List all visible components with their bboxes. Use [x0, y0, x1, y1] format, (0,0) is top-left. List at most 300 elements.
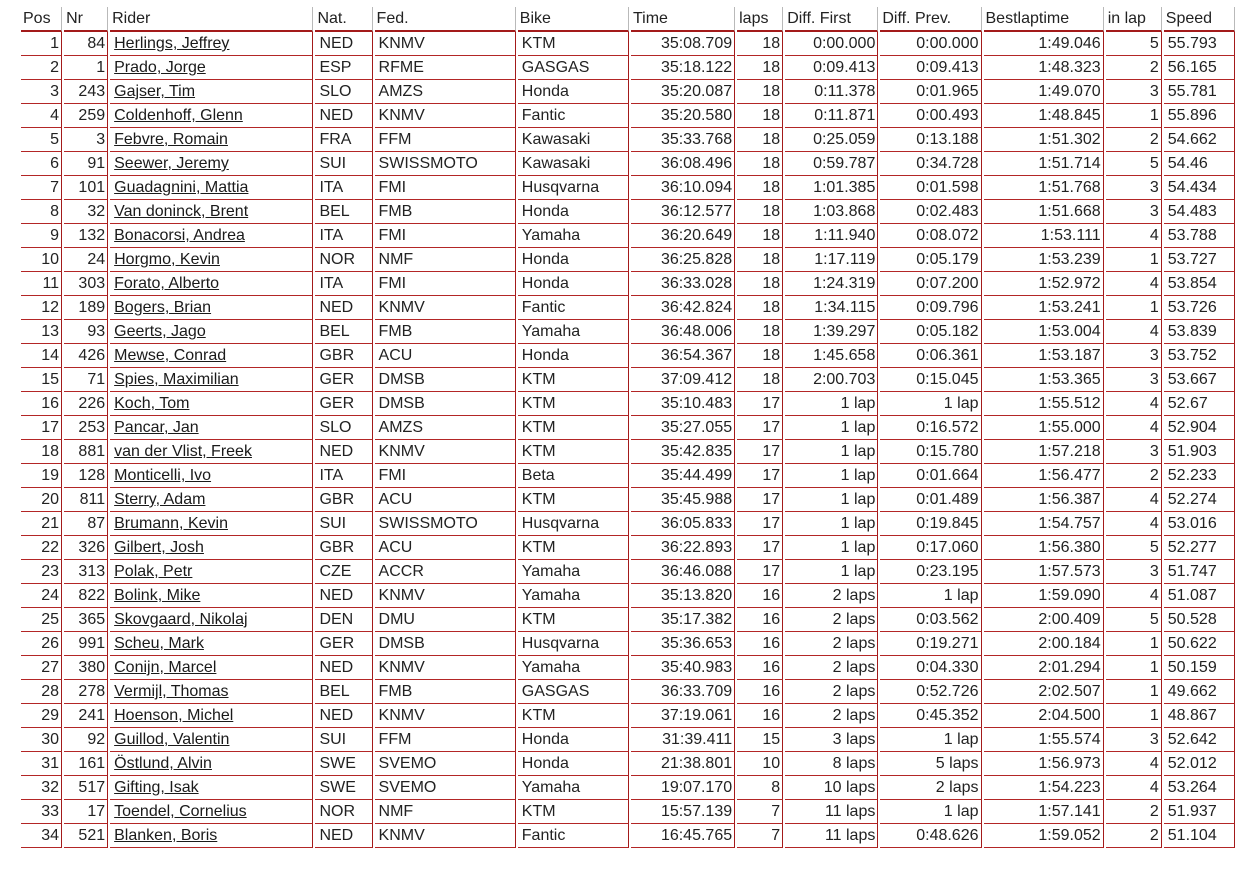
- cell-diff-first: 1 lap: [785, 512, 878, 536]
- table-row: [21, 368, 1235, 392]
- cell-in-lap: 4: [1106, 752, 1162, 776]
- cell-fed: DMSB: [375, 392, 516, 416]
- cell-in-lap: 5: [1106, 536, 1162, 560]
- cell-rider: [110, 560, 313, 584]
- rider-link[interactable]: Guillod, Valentin: [114, 731, 230, 748]
- cell-in-lap: 4: [1106, 272, 1162, 296]
- cell-fed: FMB: [375, 200, 516, 224]
- table-row: [21, 176, 1235, 200]
- cell-pos: 3: [21, 80, 62, 104]
- column-header-fed: Fed.: [375, 7, 516, 32]
- cell-diff-prev: 0:04.330: [880, 656, 981, 680]
- cell-speed: 54.434: [1164, 176, 1235, 200]
- cell-in-lap: 2: [1106, 464, 1162, 488]
- cell-time: 36:33.709: [631, 680, 735, 704]
- rider-link[interactable]: Östlund, Alvin: [114, 755, 212, 772]
- cell-fed: FMI: [375, 176, 516, 200]
- cell-diff-first: 2 laps: [785, 584, 878, 608]
- cell-nr: 991: [64, 632, 108, 656]
- rider-link[interactable]: Toendel, Cornelius: [114, 803, 247, 820]
- cell-in-lap: 5: [1106, 608, 1162, 632]
- cell-pos: 4: [21, 104, 62, 128]
- table-row: [21, 320, 1235, 344]
- cell-bestlaptime: 1:53.241: [984, 296, 1104, 320]
- cell-bestlaptime: 1:51.668: [984, 200, 1104, 224]
- rider-link[interactable]: Prado, Jorge: [114, 59, 206, 76]
- rider-link[interactable]: Polak, Petr: [114, 563, 193, 580]
- cell-nat: SUI: [315, 512, 372, 536]
- cell-laps: 17: [737, 512, 783, 536]
- cell-diff-prev: 0:05.179: [880, 248, 981, 272]
- cell-speed: 52.642: [1164, 728, 1235, 752]
- cell-rider: [110, 704, 313, 728]
- cell-speed: 52.274: [1164, 488, 1235, 512]
- cell-diff-first: 1:24.319: [785, 272, 878, 296]
- cell-diff-prev: 0:07.200: [880, 272, 981, 296]
- cell-rider: [110, 656, 313, 680]
- cell-in-lap: 1: [1106, 632, 1162, 656]
- rider-link[interactable]: Spies, Maximilian: [114, 371, 239, 388]
- cell-bestlaptime: 1:57.141: [984, 800, 1104, 824]
- rider-link[interactable]: Guadagnini, Mattia: [114, 179, 249, 196]
- cell-laps: 18: [737, 224, 783, 248]
- table-row: [21, 464, 1235, 488]
- cell-bike: Honda: [518, 752, 629, 776]
- cell-pos: 21: [21, 512, 62, 536]
- cell-time: 36:46.088: [631, 560, 735, 584]
- cell-fed: NMF: [375, 248, 516, 272]
- cell-nr: 326: [64, 536, 108, 560]
- cell-pos: 24: [21, 584, 62, 608]
- cell-nat: NED: [315, 824, 372, 848]
- rider-link[interactable]: Conijn, Marcel: [114, 659, 217, 676]
- cell-in-lap: 3: [1106, 368, 1162, 392]
- cell-bike: Yamaha: [518, 560, 629, 584]
- rider-link[interactable]: Gilbert, Josh: [114, 539, 204, 556]
- cell-nat: BEL: [315, 320, 372, 344]
- cell-pos: 18: [21, 440, 62, 464]
- cell-diff-prev: 0:01.965: [880, 80, 981, 104]
- cell-laps: 10: [737, 752, 783, 776]
- cell-nr: 101: [64, 176, 108, 200]
- rider-link[interactable]: Monticelli, Ivo: [114, 467, 212, 484]
- cell-diff-first: 1:34.115: [785, 296, 878, 320]
- rider-link[interactable]: Hoenson, Michel: [114, 707, 234, 724]
- cell-nat: NED: [315, 584, 372, 608]
- rider-link[interactable]: Seewer, Jeremy: [114, 155, 229, 172]
- cell-nr: 521: [64, 824, 108, 848]
- cell-fed: AMZS: [375, 80, 516, 104]
- cell-bestlaptime: 1:51.768: [984, 176, 1104, 200]
- table-row: [21, 560, 1235, 584]
- cell-fed: RFME: [375, 56, 516, 80]
- cell-diff-first: 1 lap: [785, 536, 878, 560]
- cell-pos: 25: [21, 608, 62, 632]
- rider-link[interactable]: Coldenhoff, Glenn: [114, 107, 243, 124]
- cell-speed: 52.277: [1164, 536, 1235, 560]
- cell-diff-first: 1 lap: [785, 488, 878, 512]
- cell-fed: SVEMO: [375, 776, 516, 800]
- rider-link[interactable]: Forato, Alberto: [114, 275, 220, 292]
- cell-bestlaptime: 1:54.757: [984, 512, 1104, 536]
- rider-link[interactable]: Gajser, Tim: [114, 83, 196, 100]
- cell-nat: NED: [315, 656, 372, 680]
- cell-rider: [110, 56, 313, 80]
- cell-speed: 51.747: [1164, 560, 1235, 584]
- cell-diff-first: 1 lap: [785, 464, 878, 488]
- cell-pos: 16: [21, 392, 62, 416]
- table-row: [21, 248, 1235, 272]
- cell-bestlaptime: 1:48.323: [984, 56, 1104, 80]
- rider-link[interactable]: Koch, Tom: [114, 395, 190, 412]
- cell-pos: 11: [21, 272, 62, 296]
- cell-nat: NED: [315, 32, 372, 56]
- cell-diff-prev: 0:01.489: [880, 488, 981, 512]
- cell-bike: Honda: [518, 728, 629, 752]
- cell-in-lap: 2: [1106, 56, 1162, 80]
- cell-nat: CZE: [315, 560, 372, 584]
- cell-rider: [110, 584, 313, 608]
- rider-link[interactable]: Sterry, Adam: [114, 491, 206, 508]
- cell-diff-first: 0:25.059: [785, 128, 878, 152]
- cell-in-lap: 4: [1106, 224, 1162, 248]
- cell-speed: 50.159: [1164, 656, 1235, 680]
- cell-speed: 50.528: [1164, 608, 1235, 632]
- cell-nr: 189: [64, 296, 108, 320]
- cell-in-lap: 1: [1106, 656, 1162, 680]
- cell-rider: [110, 488, 313, 512]
- cell-nat: ESP: [315, 56, 372, 80]
- header-row: [21, 7, 1235, 32]
- cell-bestlaptime: 1:55.574: [984, 728, 1104, 752]
- rider-link[interactable]: van der Vlist, Freek: [114, 443, 252, 460]
- cell-fed: FMB: [375, 320, 516, 344]
- cell-nat: GBR: [315, 344, 372, 368]
- cell-rider: [110, 200, 313, 224]
- rider-link[interactable]: Skovgaard, Nikolaj: [114, 611, 248, 628]
- cell-rider: [110, 536, 313, 560]
- cell-diff-prev: 0:15.780: [880, 440, 981, 464]
- cell-nr: 365: [64, 608, 108, 632]
- cell-diff-prev: 2 laps: [880, 776, 981, 800]
- cell-rider: [110, 800, 313, 824]
- cell-in-lap: 1: [1106, 248, 1162, 272]
- cell-time: 35:13.820: [631, 584, 735, 608]
- table-row: [21, 128, 1235, 152]
- cell-rider: [110, 776, 313, 800]
- cell-fed: KNMV: [375, 704, 516, 728]
- cell-nat: ITA: [315, 272, 372, 296]
- cell-speed: 51.903: [1164, 440, 1235, 464]
- cell-bestlaptime: 2:00.409: [984, 608, 1104, 632]
- cell-bestlaptime: 1:56.387: [984, 488, 1104, 512]
- cell-nr: 3: [64, 128, 108, 152]
- cell-in-lap: 4: [1106, 512, 1162, 536]
- cell-nat: GBR: [315, 488, 372, 512]
- cell-pos: 13: [21, 320, 62, 344]
- cell-nr: 380: [64, 656, 108, 680]
- cell-in-lap: 4: [1106, 584, 1162, 608]
- rider-link[interactable]: Geerts, Jago: [114, 323, 206, 340]
- cell-time: 35:44.499: [631, 464, 735, 488]
- cell-rider: [110, 80, 313, 104]
- rider-link[interactable]: Horgmo, Kevin: [114, 251, 220, 268]
- cell-time: 35:20.087: [631, 80, 735, 104]
- cell-speed: 55.793: [1164, 32, 1235, 56]
- cell-nr: 426: [64, 344, 108, 368]
- cell-bike: Fantic: [518, 296, 629, 320]
- cell-bike: KTM: [518, 488, 629, 512]
- cell-nr: 161: [64, 752, 108, 776]
- cell-nr: 92: [64, 728, 108, 752]
- cell-time: 35:36.653: [631, 632, 735, 656]
- cell-time: 36:54.367: [631, 344, 735, 368]
- cell-diff-prev: 0:03.562: [880, 608, 981, 632]
- table-row: [21, 536, 1235, 560]
- cell-speed: 49.662: [1164, 680, 1235, 704]
- cell-in-lap: 2: [1106, 824, 1162, 848]
- rider-link[interactable]: Febvre, Romain: [114, 131, 228, 148]
- rider-link[interactable]: Van doninck, Brent: [114, 203, 249, 220]
- cell-nat: DEN: [315, 608, 372, 632]
- cell-nr: 881: [64, 440, 108, 464]
- cell-fed: FMI: [375, 464, 516, 488]
- cell-nat: NOR: [315, 248, 372, 272]
- cell-diff-first: 0:00.000: [785, 32, 878, 56]
- cell-fed: FFM: [375, 128, 516, 152]
- cell-diff-first: 1 lap: [785, 392, 878, 416]
- cell-fed: SVEMO: [375, 752, 516, 776]
- cell-in-lap: 3: [1106, 344, 1162, 368]
- table-row: [21, 680, 1235, 704]
- cell-speed: 52.012: [1164, 752, 1235, 776]
- cell-nat: GER: [315, 632, 372, 656]
- cell-nr: 811: [64, 488, 108, 512]
- cell-laps: 17: [737, 392, 783, 416]
- cell-diff-prev: 0:09.796: [880, 296, 981, 320]
- cell-diff-prev: 0:23.195: [880, 560, 981, 584]
- cell-laps: 17: [737, 464, 783, 488]
- table-row: [21, 56, 1235, 80]
- cell-pos: 22: [21, 536, 62, 560]
- cell-diff-prev: 0:52.726: [880, 680, 981, 704]
- cell-laps: 18: [737, 272, 783, 296]
- cell-laps: 18: [737, 200, 783, 224]
- cell-speed: 53.727: [1164, 248, 1235, 272]
- cell-bestlaptime: 2:02.507: [984, 680, 1104, 704]
- cell-laps: 18: [737, 344, 783, 368]
- rider-link[interactable]: Vermijl, Thomas: [114, 683, 229, 700]
- table-row: [21, 296, 1235, 320]
- cell-speed: 53.788: [1164, 224, 1235, 248]
- cell-speed: 54.483: [1164, 200, 1235, 224]
- cell-laps: 17: [737, 416, 783, 440]
- cell-nr: 303: [64, 272, 108, 296]
- cell-nr: 91: [64, 152, 108, 176]
- cell-fed: NMF: [375, 800, 516, 824]
- cell-bestlaptime: 1:56.973: [984, 752, 1104, 776]
- cell-bike: Fantic: [518, 104, 629, 128]
- cell-speed: 54.46: [1164, 152, 1235, 176]
- cell-time: 35:45.988: [631, 488, 735, 512]
- cell-rider: [110, 248, 313, 272]
- cell-diff-first: 2:00.703: [785, 368, 878, 392]
- cell-pos: 15: [21, 368, 62, 392]
- rider-link[interactable]: Blanken, Boris: [114, 827, 218, 844]
- rider-link[interactable]: Brumann, Kevin: [114, 515, 228, 532]
- cell-diff-prev: 0:00.000: [880, 32, 981, 56]
- cell-fed: SWISSMOTO: [375, 512, 516, 536]
- cell-diff-first: 1 lap: [785, 440, 878, 464]
- table-row: [21, 488, 1235, 512]
- rider-link[interactable]: Mewse, Conrad: [114, 347, 227, 364]
- cell-bike: Kawasaki: [518, 128, 629, 152]
- cell-time: 36:05.833: [631, 512, 735, 536]
- cell-bike: KTM: [518, 440, 629, 464]
- cell-rider: [110, 296, 313, 320]
- cell-nr: 17: [64, 800, 108, 824]
- rider-link[interactable]: Herlings, Jeffrey: [114, 35, 230, 52]
- cell-bike: Yamaha: [518, 584, 629, 608]
- cell-diff-first: 1:01.385: [785, 176, 878, 200]
- cell-rider: [110, 512, 313, 536]
- cell-bike: Honda: [518, 344, 629, 368]
- rider-link[interactable]: Pancar, Jan: [114, 419, 199, 436]
- cell-nat: NED: [315, 296, 372, 320]
- cell-nat: SUI: [315, 152, 372, 176]
- cell-laps: 16: [737, 584, 783, 608]
- cell-in-lap: 4: [1106, 488, 1162, 512]
- cell-nat: SLO: [315, 80, 372, 104]
- cell-rider: [110, 104, 313, 128]
- table-row: [21, 632, 1235, 656]
- rider-link[interactable]: Gifting, Isak: [114, 779, 199, 796]
- cell-bestlaptime: 2:04.500: [984, 704, 1104, 728]
- table-row: [21, 392, 1235, 416]
- cell-laps: 16: [737, 632, 783, 656]
- column-header-time: Time: [631, 7, 735, 32]
- column-header-in-lap: in lap: [1106, 7, 1162, 32]
- cell-pos: 23: [21, 560, 62, 584]
- cell-time: 36:42.824: [631, 296, 735, 320]
- cell-rider: [110, 224, 313, 248]
- cell-bike: Honda: [518, 80, 629, 104]
- cell-in-lap: 3: [1106, 176, 1162, 200]
- cell-time: 35:18.122: [631, 56, 735, 80]
- cell-time: 21:38.801: [631, 752, 735, 776]
- cell-nat: ITA: [315, 464, 372, 488]
- cell-diff-first: 1 lap: [785, 560, 878, 584]
- cell-laps: 18: [737, 320, 783, 344]
- table-row: [21, 608, 1235, 632]
- cell-diff-first: 2 laps: [785, 680, 878, 704]
- cell-time: 35:40.983: [631, 656, 735, 680]
- cell-fed: KNMV: [375, 32, 516, 56]
- cell-diff-prev: 0:02.483: [880, 200, 981, 224]
- cell-in-lap: 1: [1106, 704, 1162, 728]
- cell-rider: [110, 368, 313, 392]
- cell-nat: GER: [315, 368, 372, 392]
- cell-rider: [110, 128, 313, 152]
- cell-nr: 226: [64, 392, 108, 416]
- cell-pos: 9: [21, 224, 62, 248]
- cell-diff-prev: 0:01.664: [880, 464, 981, 488]
- cell-rider: [110, 320, 313, 344]
- cell-in-lap: 3: [1106, 80, 1162, 104]
- cell-in-lap: 4: [1106, 392, 1162, 416]
- cell-rider: [110, 272, 313, 296]
- cell-diff-first: 0:59.787: [785, 152, 878, 176]
- rider-link[interactable]: Bonacorsi, Andrea: [114, 227, 245, 244]
- cell-laps: 7: [737, 824, 783, 848]
- rider-link[interactable]: Bolink, Mike: [114, 587, 201, 604]
- cell-bestlaptime: 1:53.239: [984, 248, 1104, 272]
- cell-diff-first: 8 laps: [785, 752, 878, 776]
- cell-rider: [110, 416, 313, 440]
- results-body: [21, 32, 1235, 848]
- cell-pos: 20: [21, 488, 62, 512]
- cell-in-lap: 4: [1106, 776, 1162, 800]
- cell-diff-first: 11 laps: [785, 800, 878, 824]
- cell-nat: NED: [315, 104, 372, 128]
- cell-time: 36:22.893: [631, 536, 735, 560]
- cell-nr: 1: [64, 56, 108, 80]
- cell-nr: 822: [64, 584, 108, 608]
- cell-rider: [110, 344, 313, 368]
- cell-time: 36:25.828: [631, 248, 735, 272]
- cell-pos: 32: [21, 776, 62, 800]
- cell-in-lap: 3: [1106, 728, 1162, 752]
- cell-time: 35:08.709: [631, 32, 735, 56]
- cell-diff-prev: 0:09.413: [880, 56, 981, 80]
- cell-laps: 17: [737, 536, 783, 560]
- cell-nat: SUI: [315, 728, 372, 752]
- cell-time: 35:20.580: [631, 104, 735, 128]
- rider-link[interactable]: Bogers, Brian: [114, 299, 212, 316]
- cell-nr: 241: [64, 704, 108, 728]
- cell-laps: 16: [737, 608, 783, 632]
- cell-fed: KNMV: [375, 656, 516, 680]
- table-row: [21, 800, 1235, 824]
- cell-nat: BEL: [315, 680, 372, 704]
- cell-speed: 52.233: [1164, 464, 1235, 488]
- cell-bike: Husqvarna: [518, 512, 629, 536]
- cell-nr: 313: [64, 560, 108, 584]
- cell-bike: KTM: [518, 368, 629, 392]
- cell-bike: Husqvarna: [518, 632, 629, 656]
- table-row: [21, 656, 1235, 680]
- cell-nr: 243: [64, 80, 108, 104]
- cell-diff-prev: 0:01.598: [880, 176, 981, 200]
- cell-time: 36:48.006: [631, 320, 735, 344]
- cell-bestlaptime: 1:56.380: [984, 536, 1104, 560]
- cell-diff-prev: 5 laps: [880, 752, 981, 776]
- cell-fed: FMI: [375, 224, 516, 248]
- cell-rider: [110, 680, 313, 704]
- cell-fed: KNMV: [375, 440, 516, 464]
- cell-time: 36:10.094: [631, 176, 735, 200]
- cell-nr: 87: [64, 512, 108, 536]
- cell-laps: 18: [737, 296, 783, 320]
- rider-link[interactable]: Scheu, Mark: [114, 635, 204, 652]
- cell-speed: 53.726: [1164, 296, 1235, 320]
- cell-nat: ITA: [315, 224, 372, 248]
- cell-laps: 18: [737, 32, 783, 56]
- column-header-laps: laps: [737, 7, 783, 32]
- cell-diff-prev: 0:19.845: [880, 512, 981, 536]
- cell-bestlaptime: 1:52.972: [984, 272, 1104, 296]
- cell-speed: 52.67: [1164, 392, 1235, 416]
